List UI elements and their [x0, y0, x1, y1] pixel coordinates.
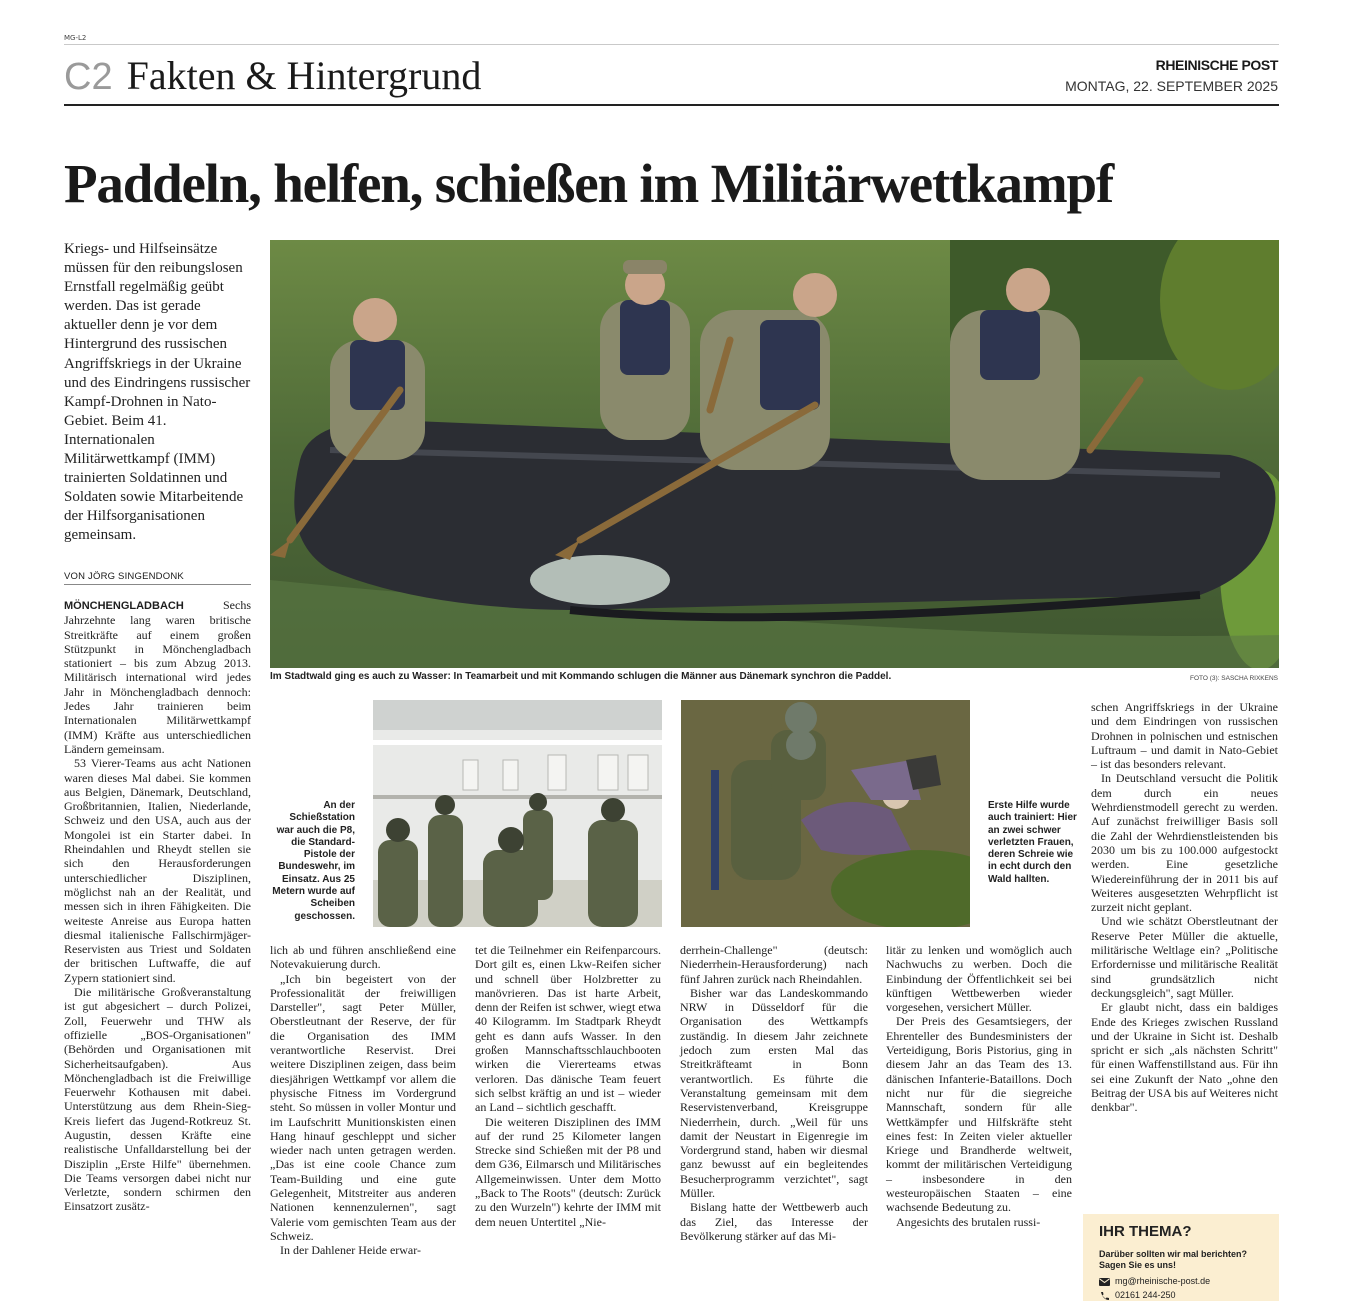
- box-subtitle: Darüber sollten wir mal berichten? Sagen Sie es uns!: [1099, 1249, 1248, 1270]
- paragraph: lich ab und führen anschließend eine Notevakuierung durch.: [270, 943, 456, 972]
- main-photo-paddling: [270, 240, 1279, 668]
- paddling-illustration: [270, 240, 1279, 668]
- article-column-5: [886, 943, 1072, 1229]
- article-column-2: [270, 943, 456, 1258]
- box-title: IHR THEMA?: [1099, 1223, 1192, 1240]
- box-phone-line[interactable]: [1099, 1290, 1176, 1300]
- paragraph: derrhein-Challenge" (deutsch: Niederrhein-Herausforderung) nach fünf Jahren zurück nach Rheindahlen.: [680, 943, 868, 986]
- first-aid-photo: [681, 700, 970, 927]
- paragraph: Bisher war das Landeskommando NRW in Düsseldorf für die Organisation des Wettkampfs zuständig. In diesem Jahr zeichnete jedoch zum ersten Mal das Streitkräfteamt in Bonn verantwortlich. Es führte die Veranstaltung gemeinsam mit dem Reservistenverband, Kreisgruppe Niederrhein, durch. „Weil für uns damit der Neustart in Eigenregie im Vordergrund stand, haben wir diesmal ganz bewusst auf ein begleitendes Besucherprogramm verzichtet", sagt Müller.: [680, 985, 868, 1201]
- paragraph: [64, 598, 251, 756]
- page-code: MG-L2: [64, 34, 87, 42]
- article-column-4: [680, 943, 868, 1243]
- paragraph-text: Sechs Jahrzehnte lang waren britische Streitkräfte auf einem großen Stützpunkt in Mönchengladbach stationiert – bis zum Abzug 2013. Militärisch international wird jedes Jahr in Mönchengladbach dennoch: Jedes Jahr trainieren beim Internationalen Militärwettkampf (IMM) Kräfte aus unterschiedlichen Ländern gemeinsam.: [64, 598, 251, 756]
- first-aid-caption: Erste Hilfe wurde auch trainiert: Hier an zwei schwer verletzten Frauen, deren Schreie wie in echt durch den Wald hallten.: [988, 800, 1077, 885]
- top-rule: [64, 44, 1279, 45]
- paragraph: Die weiteren Disziplinen des IMM auf der rund 25 Kilometer langen Strecke sind Schießen mit der P8 und dem G36, Eilmarsch und Militärisches Allgemeinwissen. Unter dem Motto „Back to The Roots" (deutsch: Zurück zu den Wurzeln") kehrte der IMM mit dem neuen Untertitel „Nie-: [475, 1114, 661, 1229]
- paragraph: Und wie schätzt Oberstleutnant der Reserve Peter Müller die aktuelle, militärische Weltlage ein? „Politische Erfordernisse und militärische Realität sind grundsätzlich nicht deckungsgleich", sagt Müller.: [1091, 914, 1278, 1000]
- article-column-6: [1091, 700, 1278, 1115]
- box-email-line[interactable]: [1099, 1276, 1210, 1286]
- box-phone[interactable]: 02161 244-250: [1115, 1290, 1176, 1300]
- main-photo-caption: Im Stadtwald ging es auch zu Wasser: In Teamarbeit und mit Kommando schlugen die Männer aus Dänemark synchron die Paddel.: [270, 671, 892, 682]
- paragraph: Der Preis des Gesamtsiegers, der Ehrenteller des Bundesministers der Verteidigung, Boris Pistorius, ging in diesem Jahr an das Team des 13. dänischen Infanterie-Bataillons. Doch nicht nur für die siegreiche Mannschaft, sondern für alle Wettkämpfer und Hilfskräfte steht eines fest: In Zeiten vieler aktueller Kriege und Brandherde weltweit, kommt der militärischen Verteidigung – insbesondere in den westeuropäischen Staaten – eine wachsende Bedeutung zu.: [886, 1014, 1072, 1215]
- article-column-1: [64, 598, 251, 1214]
- paragraph: Die militärische Großveranstaltung ist gut abgesichert – durch Polizei, Zoll, Feuerwehr und THW als offizielle „BOS-Organisationen" (Behörden und Organisationen mit Sicherheitsaufgaben). Aus Mönchengladbach ist die Freiwillige Feuerwehr Kothausen mit dabei. Unterstützung aus dem Rhein-Sieg-Kreis liefert das Jugend-Rotkreuz St. Augustin, dessen Kräfte eine realistische Unfalldarstellung bei der Disziplin „Erste Hilfe" übernehmen. Die Teams versorgen dabei nicht nur Verletzte, sondern schirmen den Einsatzort zusätz-: [64, 985, 251, 1214]
- mail-icon: [1099, 1278, 1110, 1286]
- paragraph: 53 Vierer-Teams aus acht Nationen waren dieses Mal dabei. Sie kommen aus Belgien, Dänemark, Deutschland, Großbritannien, Italien, Niederlande, Schweiz und den USA, auch aus der Mongolei ist ein Starter dabei. In Rheindahlen und Rheydt stellen sie sich den Herausforderungen unterschiedlicher Disziplinen, möglichst nah an der Realität, und messen sich in ihren Fähigkeiten. Die weiteste Anreise aus Europa hatten diesmal italienische Fallschirmjäger-Reservisten aus Triest und Soldaten der britischen Luftwaffe, die auf Zypern stationiert sind.: [64, 756, 251, 985]
- section-code: C2: [64, 56, 113, 98]
- header-rule: [64, 104, 1279, 106]
- paragraph: litär zu lenken und womöglich auch Nachwuchs zu werben. Doch die Einbindung der Öffentlichkeit sei bei künftigen Wettbewerben wieder vorgesehen, versichert Müller.: [886, 943, 1072, 1015]
- paragraph: „Ich bin begeistert von der Professionalität der freiwilligen Darsteller", sagt Peter Müller, Oberstleutnant der Reserve, der für die Organisation des IMM verantwortliche Reservist. Drei weitere Disziplinen zeigen, dass beim diesjährigen Wettkampf vor allem die physische Fitness im Vordergrund steht. So müssen in voller Montur und im Laufschritt Munitionskisten einen Hang hinauf geschleppt und sicher wieder nach unten getragen werden. „Das ist eine coole Chance zum Team-Building und eine gute Gelegenheit, Mitstreiter aus anderen Nationen kennenzulernen", sagt Valerie vom gemischten Team aus der Schweiz.: [270, 971, 456, 1243]
- article-column-3: [475, 943, 661, 1229]
- section-title: Fakten & Hintergrund: [126, 53, 482, 98]
- headline: Paddeln, helfen, schießen im Militärwettkampf: [64, 153, 1113, 214]
- shooting-range-illustration: [373, 700, 662, 927]
- byline: VON JÖRG SINGENDONK: [64, 571, 251, 585]
- paragraph: Bislang hatte der Wettbewerb auch das Ziel, das Interesse der Bevölkerung stärker auf das Mi-: [680, 1200, 868, 1243]
- section-heading: [64, 52, 481, 99]
- paragraph: In Deutschland versucht die Politik dem durch ein neues Wehrdienstmodell gerecht zu werden. Auf zunächst freiwilliger Basis soll die Zahl der Wehrdienstleistenden bis 2030 um bis zu 100.000 aufgestockt werden. Eine gesetzliche Wiedereinführung der in 2011 bis auf Weiteres ausgesetzten Wehrpflicht ist zurzeit nicht geplant.: [1091, 771, 1278, 915]
- dateline: MÖNCHENGLADBACH: [64, 600, 184, 612]
- paragraph: schen Angriffskriegs in der Ukraine und dem Eindringen von russischen Drohnen in polnischen und estnischen Luftraum – und damit in Nato-Gebiet – ist das besonders relevant.: [1091, 700, 1278, 772]
- paragraph: Er glaubt nicht, dass ein baldiges Ende des Krieges zwischen Russland und der Ukraine in Sicht ist. Deshalb spricht er sich „als nächsten Schritt" für einen Waffenstillstand aus. Für ihn sei eine Zukunft der Nato „ohne den Beitrag der USA bis auf Weiteres nicht denkbar".: [1091, 1000, 1278, 1115]
- newspaper-name: RHEINISCHE POST: [1155, 57, 1278, 73]
- intro-text: Kriegs- und Hilfseinsätze müssen für den reibungslosen Ernstfall regelmäßig geübt werden. Das ist gerade aktueller denn je vor dem Hintergrund des russischen Angriffskriegs in der Ukraine und des Eindringens russischer Kampf-Drohnen in Nato-Gebiet. Beim 41. Internationalen Militärwettkampf (IMM) trainierten Soldatinnen und Soldaten sowie Mitarbeitende der Hilfsorganisationen gemeinsam.: [64, 241, 251, 544]
- paragraph: In der Dahlener Heide erwar-: [280, 1243, 422, 1258]
- box-email[interactable]: mg@rheinische-post.de: [1115, 1276, 1211, 1286]
- shooting-range-photo: [373, 700, 662, 927]
- paragraph: tet die Teilnehmer ein Reifenparcours. Dort gilt es, einen Lkw-Reifen sicher und schnell über Holzbretter zu manövrieren. Das ist harte Arbeit, denn der Reifen ist schwer, wiegt etwa 40 Kilogramm. Im Stadtpark Rheydt geht es dann aufs Wasser. In den großen Mannschaftsschlauchbooten wirken die Viererteams etwas verloren. Das dänische Team feuert sich selbst kräftig an und ist – wieder an Land – sichtlich geschafft.: [475, 943, 661, 1115]
- shooting-caption: An der Schießstation war auch die P8, die Standard-Pistole der Bundeswehr, im Einsatz. Aus 25 Metern wurde auf Scheiben geschossen.: [272, 800, 355, 922]
- issue-date: MONTAG, 22. SEPTEMBER 2025: [1065, 78, 1278, 94]
- photo-credit: FOTO (3): SASCHA RIXKENS: [1189, 675, 1278, 682]
- phone-icon: [1099, 1292, 1110, 1300]
- first-aid-illustration: [681, 700, 970, 927]
- paragraph: Angesichts des brutalen russi-: [896, 1214, 1041, 1229]
